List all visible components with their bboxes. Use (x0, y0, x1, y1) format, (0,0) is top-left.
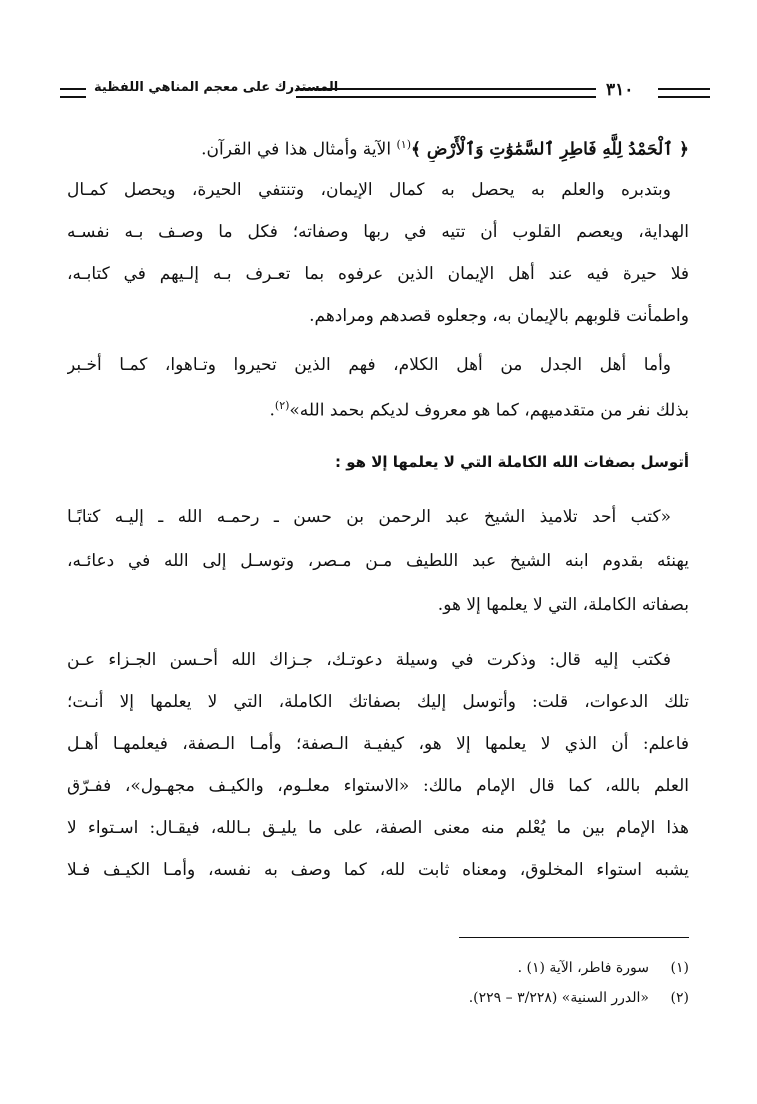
body-line: العلم بالله، كما قال الإمام مالك: «الاستواء معلـوم، والكيـف مجهـول»، ففـرّق (67, 776, 689, 796)
footnote-separator (459, 937, 689, 938)
body-line: بصفاته الكاملة، التي لا يعلمها إلا هو. (437, 595, 689, 615)
body-line: فلا حيرة فيه عند أهل الإيمان الذين عرفوه بما تعـرف بـه إلـيهم في كتابـه، (67, 264, 689, 284)
footnote-marker: (٢) (274, 399, 290, 412)
header-double-rule (60, 88, 86, 98)
header-title: المستدرك على معجم المناهي اللفظية (94, 80, 339, 95)
header-double-rule (296, 88, 596, 98)
footnote-number: (١) (670, 960, 689, 976)
body-line: وأما أهل الجدل من أهل الكلام، فهم الذين تحيروا وتـاهوا، كمـا أخـبر (67, 355, 671, 375)
body-line: يشبه استواء المخلوق، ومعناه ثابت لله، كما وصف به نفسه، وأمـا الكيـف فـلا (67, 860, 689, 880)
body-line: واطمأنت قلوبهم بالإيمان به، وجعلوه قصدهم ومرادهم. (309, 306, 689, 326)
verse-line (67, 133, 689, 162)
footnote-text: سورة فاطر، الآية (١) . (517, 960, 649, 976)
footnote (67, 988, 689, 1008)
running-header (60, 80, 710, 102)
footnote (67, 958, 689, 978)
footnote-text: «الدرر السنية» (٣/٢٢٨ – ٢٢٩). (468, 990, 649, 1006)
body-line: الهداية، ويعصم القلوب أن تتيه في ربها وصفاته؛ فكل ما وصـف بـه نفسـه (67, 222, 689, 242)
body-line: وبتدبره والعلم به يحصل به كمال الإيمان، وتنتفي الحيرة، ويحصل كمـال (67, 180, 671, 200)
section-heading: أتوسل بصفات الله الكاملة التي لا يعلمها إلا هو : (334, 453, 689, 471)
body-line (67, 394, 689, 423)
body-line: فاعلم: أن الذي لا يعلمها إلا هو، كيفيـة الـصفة؛ وأمـا الـصفة، فيعلمهـا أهـل (67, 734, 689, 754)
page-number: ٣١٠ (606, 80, 634, 100)
body-text: . (269, 400, 275, 421)
body-line: هذا الإمام بين ما يُعْلم منه معنى الصفة، على ما يليـق بـالله، فيقـال: اسـتواء لا (67, 818, 689, 838)
body-line: فكتب إليه قال: وذكرت في وسيلة دعوتـك، جـزاك الله أحـسن الجـزاء عـن (67, 650, 671, 670)
body-line: تلك الدعوات، قلت: وأتوسل إليك بصفاتك الكاملة، التي لا يعلمها إلا أنـت؛ (67, 692, 689, 712)
body-line: يهنئه بقدوم ابنه الشيخ عبد اللطيف مـن مـصر، وتوسـل إلى الله في دعائـه، (67, 551, 689, 571)
body-text: الآية وأمثال هذا في القرآن. (201, 139, 397, 160)
body-line: «كتب أحد تلاميذ الشيخ عبد الرحمن بن حسن ـ رحمـه الله ـ إليـه كتابًـا (67, 507, 671, 527)
quran-verse: ﴿ ٱلْحَمْدُ لِلَّهِ فَاطِرِ ٱلسَّمَٰوَٰتِ وَٱلْأَرْضِ ﴾ (411, 139, 689, 160)
header-double-rule (658, 88, 710, 98)
footnote-number: (٢) (670, 990, 689, 1006)
footnote-marker: (١) (396, 138, 411, 151)
body-text: بذلك نفر من متقدميهم، كما هو معروف لديكم بحمد الله» (289, 400, 689, 421)
